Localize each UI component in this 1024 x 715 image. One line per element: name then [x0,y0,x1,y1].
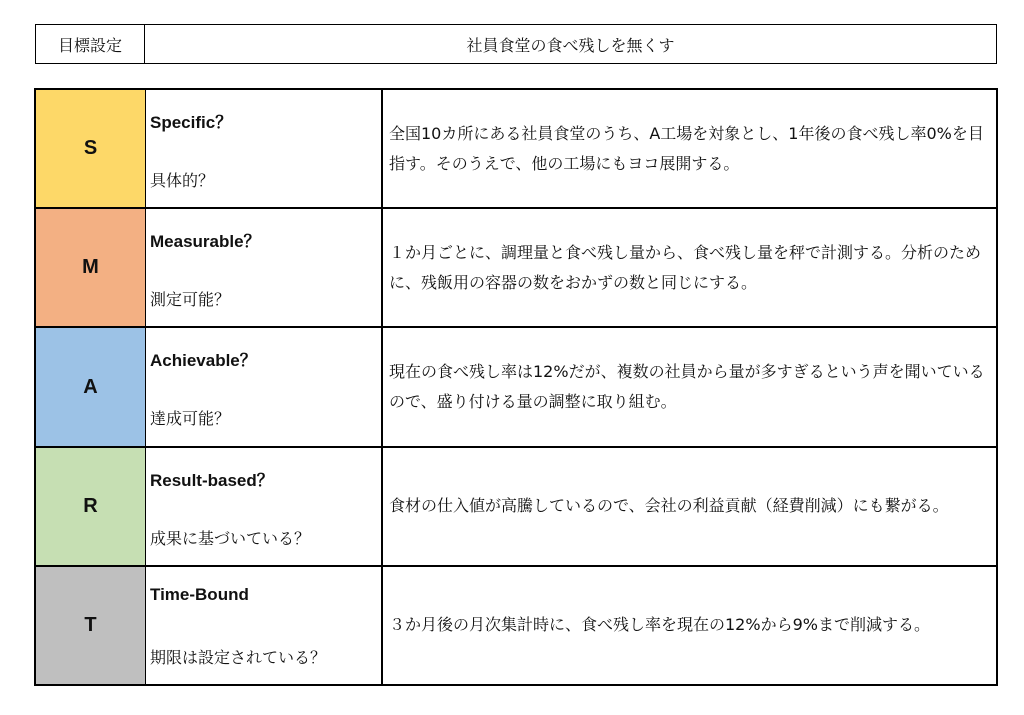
description-text: 食材の仕入値が高騰しているので、会社の利益貢献（経費削減）にも繋がる。 [389,496,949,516]
criterion-title: Measurable？ [150,232,261,252]
letter-cell: T [36,567,146,684]
criterion-title: Time-Bound [150,584,249,604]
description-text: ３か月後の月次集計時に、食べ残し率を現在の12%から9%まで削減する。 [389,615,930,635]
criterion-title: Achievable？ [150,351,257,371]
description-cell [383,328,996,445]
description-text: １か月ごとに、調理量と食べ残し量から、食べ残し量を秤で計測する。分析のために、残飯用の容器の数をおかずの数と同じにする。 [389,242,982,292]
description-cell [383,209,996,326]
letter-cell: A [36,328,146,445]
goal-value: 社員食堂の食べ残しを無くす [466,35,675,55]
goal-label: 目標設定 [36,25,145,63]
letter-cell: M [36,209,146,326]
description-text: 全国10カ所にある社員食堂のうち、A工場を対象とし、1年後の食べ残し率0%を目指す。そのうえで、他の工場にもヨコ展開する。 [389,123,984,173]
smart-table [34,88,998,686]
criterion-cell [146,567,383,684]
description-cell [383,448,996,565]
criterion-cell [146,209,383,326]
criterion-subtitle: 具体的？ [150,171,215,190]
letter-cell: S [36,90,146,207]
criterion-subtitle: 成果に基づいている？ [150,528,311,548]
criterion-title: Result-based？ [150,470,274,490]
criterion-subtitle: 期限は設定されている？ [150,647,327,667]
criterion-cell [146,448,383,565]
criterion-subtitle: 達成可能？ [150,409,231,429]
criterion-title: Specific？ [150,113,233,132]
description-cell [383,90,996,207]
goal-row [35,24,997,64]
criterion-subtitle: 測定可能？ [150,290,231,310]
criterion-cell [146,328,383,445]
smart-row-t [36,565,996,684]
smart-row-a [36,326,996,445]
criterion-cell [146,90,383,207]
smart-row-m [36,207,996,326]
description-text: 現在の食べ残し率は12%だが、複数の社員から量が多すぎるという声を聞いているので、盛り付ける量の調整に取り組む。 [389,362,985,411]
letter-cell: R [36,448,146,565]
smart-row-r [36,446,996,565]
smart-row-s [36,90,996,207]
description-cell [383,567,996,684]
